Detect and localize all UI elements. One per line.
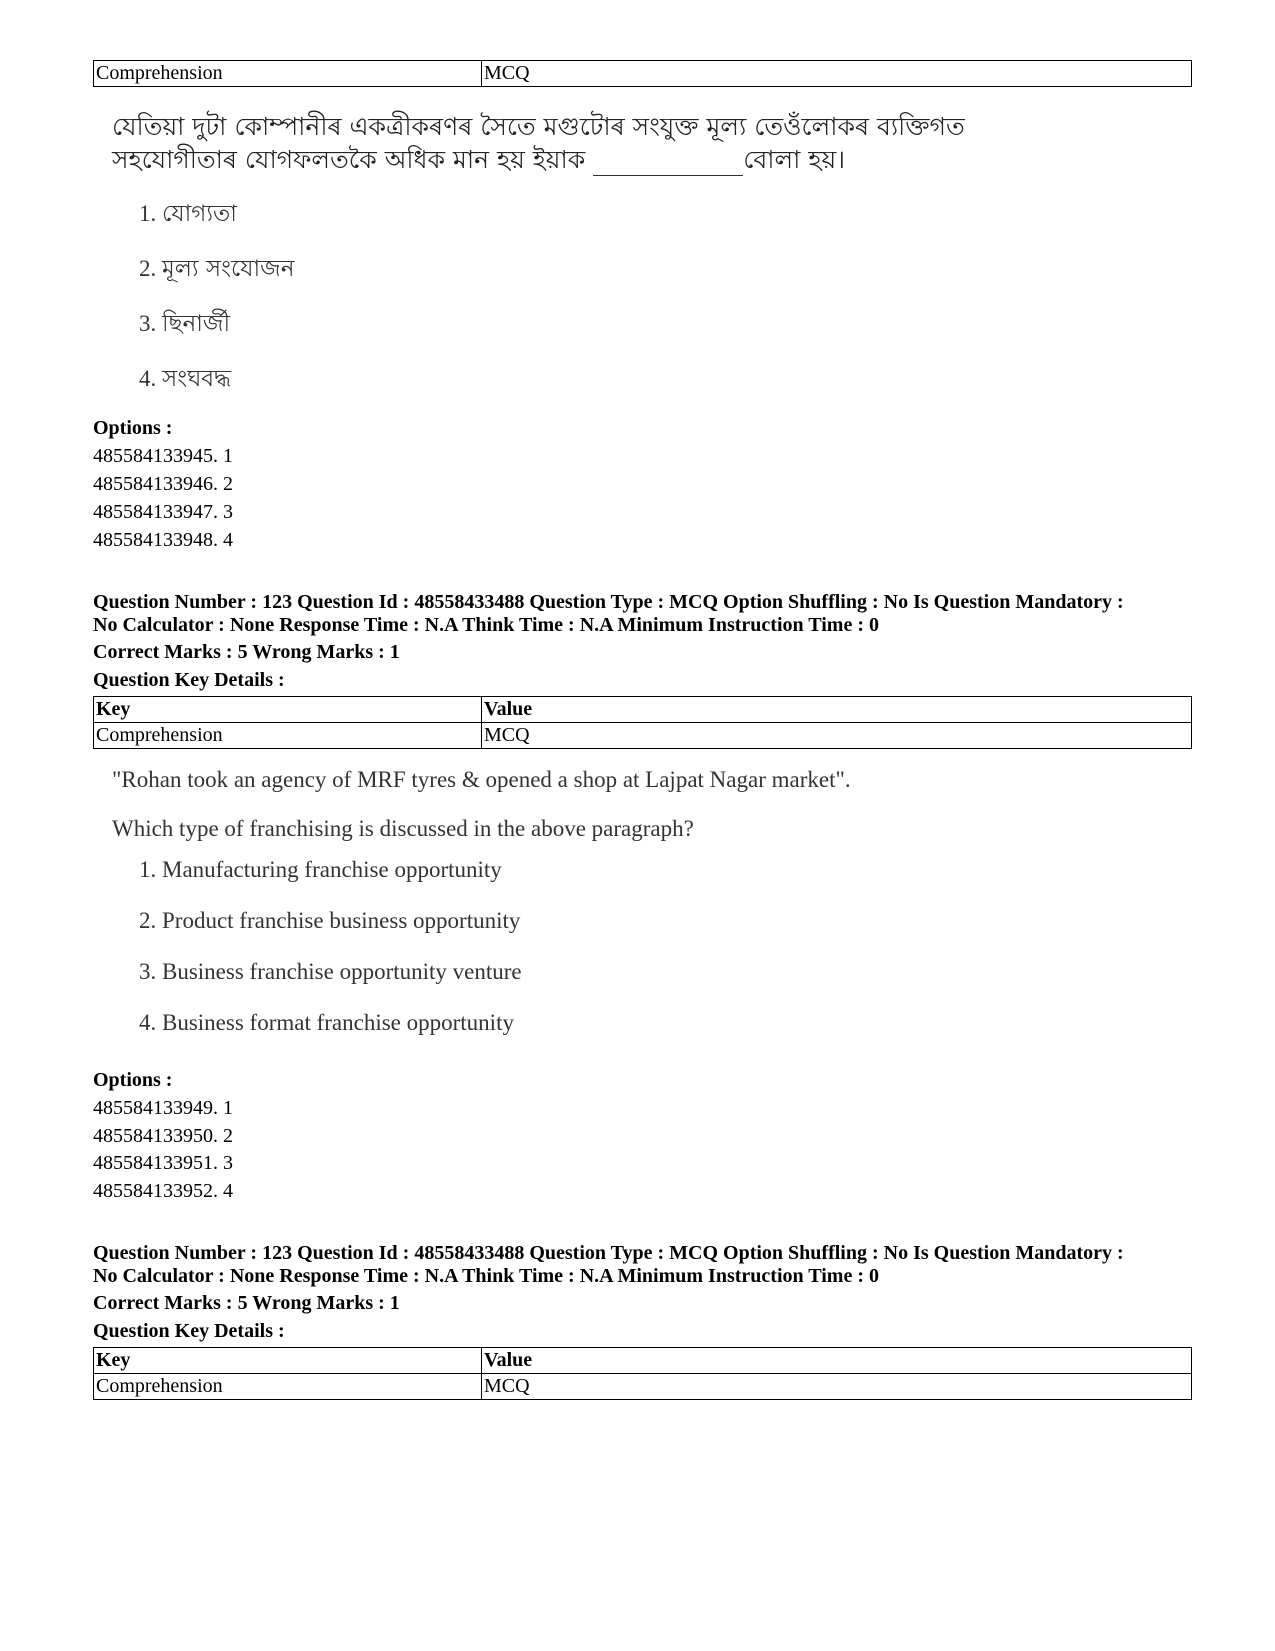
table-header-row <box>94 1348 1192 1374</box>
choice-number: 4. <box>139 1010 157 1035</box>
q1-option-1: 485584133945. 1 <box>93 445 233 467</box>
choice-text: সংঘবদ্ধ <box>162 366 231 392</box>
choice-text: যোগ্যতা <box>162 201 237 227</box>
value-header: Value <box>482 697 1192 723</box>
q2-marks: Correct Marks : 5 Wrong Marks : 1 <box>93 641 400 663</box>
choice-text: Business franchise opportunity venture <box>162 959 522 984</box>
q2-option-4: 485584133952. 4 <box>93 1180 233 1202</box>
q2-quote-text: "Rohan took an agency of MRF tyres & opened a shop at Lajpat Nagar market". <box>112 767 851 792</box>
q2-meta-line2: No Calculator : None Response Time : N.A Think Time : N.A Minimum Instruction Time : 0 <box>93 614 879 636</box>
choice-text: মূল্য সংযোজন <box>162 256 295 282</box>
top-key-table <box>93 60 1192 87</box>
q2-choice-3 <box>139 959 522 985</box>
key-cell: Comprehension <box>94 61 482 87</box>
q2-quote <box>112 765 851 795</box>
table-row <box>94 723 1192 749</box>
q1-options-label: Options : <box>93 417 173 439</box>
choice-number: 2. <box>139 908 157 933</box>
q2-choice-1 <box>139 857 502 883</box>
q2-choice-2 <box>139 908 520 934</box>
choice-number: 2. <box>139 256 157 281</box>
q2-option-2: 485584133950. 2 <box>93 1125 233 1147</box>
q3-meta-line1: Question Number : 123 Question Id : 48558433488 Question Type : MCQ Option Shuffling : No Is Question Mandatory : <box>93 1242 1124 1264</box>
choice-number: 3. <box>139 959 157 984</box>
q2-question <box>112 814 694 844</box>
q1-choice-1 <box>139 195 237 234</box>
key-header: Key <box>94 697 482 723</box>
q2-meta <box>93 591 1203 637</box>
q1-choice-4 <box>139 360 231 399</box>
q1-option-2: 485584133946. 2 <box>93 473 233 495</box>
q1-text-before-blank: যেতিয়া দুটা কোম্পানীৰ একত্রীকৰণৰ সৈতে মগুটোৰ সংযুক্ত মূল্য তেওঁলোকৰ ব্যক্তিগত সহযোগীতাৰ যোগফলতকৈ অধিক মান হয় ইয়াক <box>112 112 965 174</box>
choice-number: 1. <box>139 201 157 226</box>
q3-meta <box>93 1242 1203 1288</box>
q3-meta-line2: No Calculator : None Response Time : N.A Think Time : N.A Minimum Instruction Time : 0 <box>93 1265 879 1287</box>
choice-text: ছিনার্জী <box>162 311 231 337</box>
q2-option-1: 485584133949. 1 <box>93 1097 233 1119</box>
q2-options-label: Options : <box>93 1069 173 1091</box>
value-cell: MCQ <box>482 723 1192 749</box>
q2-key-details-label: Question Key Details : <box>93 669 285 691</box>
key-cell: Comprehension <box>94 723 482 749</box>
choice-number: 4. <box>139 366 157 391</box>
key-header: Key <box>94 1348 482 1374</box>
choice-number: 3. <box>139 311 157 336</box>
choice-text: Manufacturing franchise opportunity <box>162 857 502 882</box>
q2-question-text: Which type of franchising is discussed in the above paragraph? <box>112 816 694 841</box>
choice-text: Business format franchise opportunity <box>162 1010 514 1035</box>
q1-option-4: 485584133948. 4 <box>93 529 233 551</box>
q1-question-text <box>112 110 1072 176</box>
q2-option-3: 485584133951. 3 <box>93 1152 233 1174</box>
value-header: Value <box>482 1348 1192 1374</box>
q2-choice-4 <box>139 1010 514 1036</box>
q3-marks: Correct Marks : 5 Wrong Marks : 1 <box>93 1292 400 1314</box>
key-cell: Comprehension <box>94 1374 482 1400</box>
q2-meta-line1: Question Number : 123 Question Id : 48558433488 Question Type : MCQ Option Shuffling : No Is Question Mandatory : <box>93 591 1124 613</box>
q1-option-3: 485584133947. 3 <box>93 501 233 523</box>
table-row <box>94 61 1192 87</box>
q1-choice-3 <box>139 305 230 344</box>
value-cell: MCQ <box>482 61 1192 87</box>
choice-number: 1. <box>139 857 157 882</box>
q2-key-table <box>93 696 1192 749</box>
q3-key-details-label: Question Key Details : <box>93 1320 285 1342</box>
value-cell: MCQ <box>482 1374 1192 1400</box>
q3-key-table <box>93 1347 1192 1400</box>
q1-choice-2 <box>139 250 294 289</box>
choice-text: Product franchise business opportunity <box>162 908 521 933</box>
q1-text-after-blank: বোলা হয়। <box>743 145 846 174</box>
table-header-row <box>94 697 1192 723</box>
fill-blank <box>593 149 743 176</box>
table-row <box>94 1374 1192 1400</box>
